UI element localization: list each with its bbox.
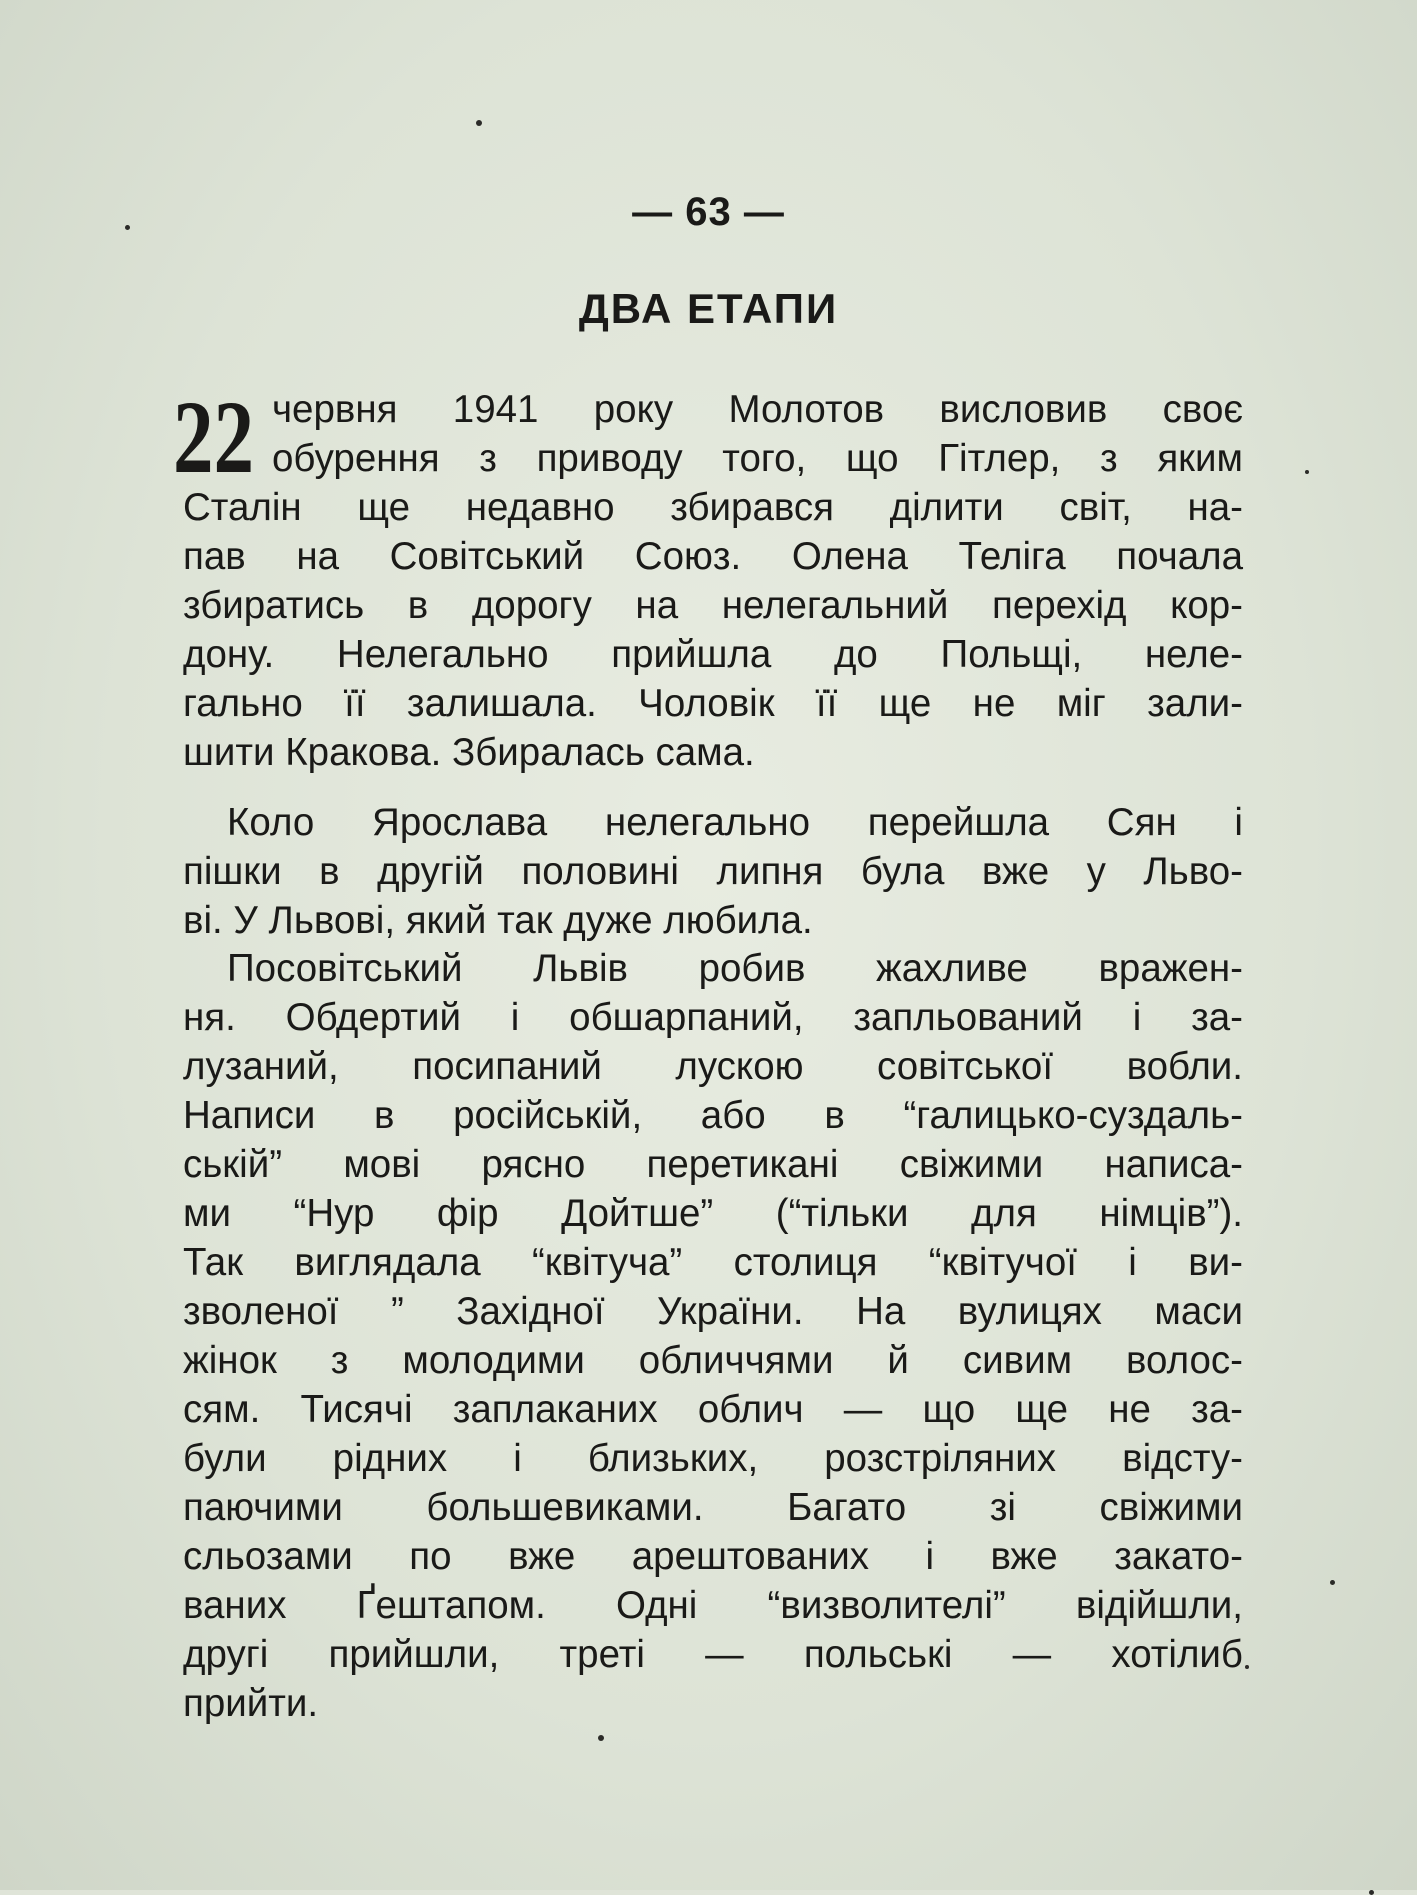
scan-speck	[598, 1735, 604, 1741]
text-line: гально її залишала. Чоловік її ще не міг зали-	[183, 682, 1243, 725]
text-line: Написи в російській, або в “галицько-суздаль-	[183, 1094, 1243, 1137]
drop-cap: 22	[173, 380, 255, 495]
text-line: обурення з приводу того, що Гітлер, з яким	[272, 437, 1243, 480]
text-line: жінок з молодими обличчями й сивим волос-	[183, 1339, 1243, 1382]
scan-speck	[476, 120, 482, 126]
text-line: шити Кракова. Збиралась сама.	[183, 731, 755, 774]
paragraph-2	[183, 798, 1243, 945]
scan-speck	[1369, 1890, 1374, 1895]
text-line: ваних Ґештапом. Одні “визволителі” відійшли,	[183, 1584, 1243, 1627]
text-line: ській” мові рясно перетикані свіжими написа-	[183, 1143, 1243, 1186]
paragraph-3	[183, 944, 1243, 1728]
text-line: дону. Нелегально прийшла до Польщі, нелe-	[183, 633, 1243, 676]
text-line: Сталін ще недавно збирався ділити світ, на-	[183, 486, 1243, 529]
text-line: ві. У Львові, який так дуже любила.	[183, 899, 813, 942]
paragraph-1-indented	[272, 385, 1243, 483]
text-line: пішки в другій половині липня була вже у Льво-	[183, 850, 1243, 893]
page-number: — 63 —	[632, 190, 785, 234]
text-line: червня 1941 року Молотов висловив своє	[272, 388, 1243, 431]
text-line: ня. Обдертий і обшарпаний, запльований і за-	[183, 996, 1243, 1039]
text-line: сям. Тисячі заплаканих облич — що ще не за-	[183, 1388, 1243, 1431]
text-line: були рідних і близьких, розстріляних відсту-	[183, 1437, 1243, 1480]
text-line: сльозами по вже арештованих і вже закато-	[183, 1535, 1243, 1578]
chapter-title: ДВА ЕТАПИ	[578, 285, 839, 332]
text-line: пав на Совітський Союз. Олена Теліга почала	[183, 535, 1243, 578]
text-line: Посовітський Львів робив жахливе вражен-	[227, 947, 1243, 990]
text-line: прийти.	[183, 1682, 319, 1725]
text-line: лузаний, посипаний лускою совітської вобли.	[183, 1045, 1243, 1088]
paragraph-1	[183, 483, 1243, 777]
text-line: другі прийшли, треті — польські — хотілиб	[183, 1633, 1243, 1676]
scan-speck	[1330, 1580, 1335, 1585]
text-line: збиратись в дорогу на нелегальний перехід кор-	[183, 584, 1243, 627]
text-line: зволеної ” Західної України. На вулицях маси	[183, 1290, 1243, 1333]
scan-speck	[1245, 1665, 1249, 1669]
text-line: Так виглядала “квітуча” столиця “квітучої і ви-	[183, 1241, 1243, 1284]
scan-speck	[1305, 470, 1309, 474]
text-line: паючими большевиками. Багато зі свіжими	[183, 1486, 1243, 1529]
text-line: ми “Нур фір Дойтше” (“тільки для німців”).	[183, 1192, 1243, 1235]
text-line: Коло Ярослава нелегально перейшла Сян і	[227, 801, 1243, 844]
